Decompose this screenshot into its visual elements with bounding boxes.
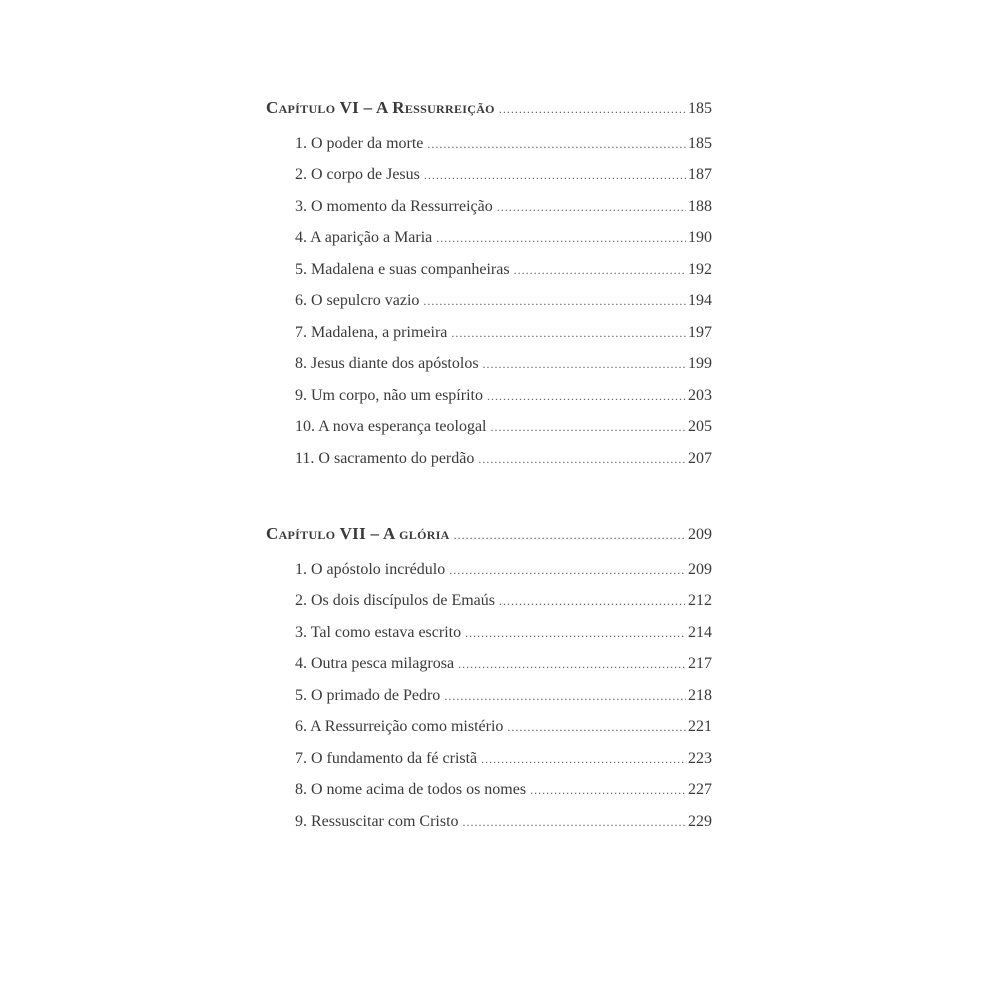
- entry-page-number: 207: [688, 449, 712, 467]
- entry-title: 4. A aparição a Maria: [295, 229, 433, 246]
- dot-leader: [497, 192, 686, 224]
- dot-leader: [451, 318, 686, 350]
- chapter-title: Capítulo VII – A glória: [266, 524, 450, 543]
- entry-page-number: 197: [688, 323, 712, 341]
- entry-page-number: 199: [688, 355, 712, 372]
- entry-page-number: 192: [688, 260, 712, 278]
- entry-page-number: 190: [688, 229, 712, 246]
- toc-entry[interactable]: [266, 348, 712, 380]
- dot-leader: [463, 807, 686, 839]
- entry-title: 11. O sacramento do perdão: [295, 449, 475, 467]
- toc-entry[interactable]: [266, 617, 712, 649]
- entry-title: 1. O apóstolo incrédulo: [295, 560, 446, 578]
- entry-page-number: 188: [688, 197, 712, 215]
- entry-title: 5. Madalena e suas companheiras: [295, 260, 510, 278]
- entry-page-number: 205: [688, 418, 712, 435]
- dot-leader: [436, 223, 686, 255]
- entry-page-number: 218: [688, 686, 712, 704]
- toc-entry[interactable]: [266, 191, 712, 223]
- dot-leader: [458, 649, 686, 681]
- dot-leader: [507, 712, 686, 744]
- dot-leader: [424, 160, 686, 192]
- entry-title: 2. O corpo de Jesus: [295, 166, 420, 183]
- table-of-contents: [266, 92, 712, 837]
- toc-entry[interactable]: [266, 254, 712, 286]
- entry-page-number: 217: [688, 655, 712, 672]
- entry-title: 3. Tal como estava escrito: [295, 623, 462, 641]
- toc-entry[interactable]: [266, 774, 712, 806]
- dot-leader: [444, 681, 686, 713]
- dot-leader: [465, 618, 686, 650]
- toc-entry[interactable]: [266, 711, 712, 743]
- toc-entry[interactable]: [266, 554, 712, 586]
- dot-leader: [483, 349, 686, 381]
- toc-entry[interactable]: [266, 585, 712, 617]
- dot-leader: [423, 286, 686, 318]
- entry-page-number: 227: [688, 781, 712, 798]
- entry-title: 8. O nome acima de todos os nomes: [295, 781, 527, 798]
- toc-entry[interactable]: [266, 680, 712, 712]
- toc-entry[interactable]: [266, 285, 712, 317]
- entry-title: 6. A Ressurreição como mistério: [295, 718, 504, 735]
- dot-leader: [454, 520, 686, 552]
- toc-entry[interactable]: [266, 648, 712, 680]
- dot-leader: [499, 94, 686, 126]
- toc-entry[interactable]: [266, 128, 712, 160]
- toc-entry[interactable]: [266, 317, 712, 349]
- dot-leader: [499, 586, 686, 618]
- chapter-page-number: 209: [688, 526, 712, 543]
- dot-leader: [514, 255, 686, 287]
- dot-leader: [491, 412, 687, 444]
- entry-page-number: 194: [688, 292, 712, 309]
- toc-entry[interactable]: [266, 806, 712, 838]
- chapter-heading[interactable]: [266, 92, 712, 124]
- entry-title: 10. A nova esperança teologal: [295, 418, 487, 435]
- entry-title: 1. O poder da morte: [295, 134, 424, 152]
- entry-title: 5. O primado de Pedro: [295, 686, 441, 704]
- toc-entry[interactable]: [266, 159, 712, 191]
- entry-title: 6. O sepulcro vazio: [295, 292, 420, 309]
- entry-page-number: 214: [688, 623, 712, 641]
- dot-leader: [449, 555, 686, 587]
- entry-page-number: 209: [688, 560, 712, 578]
- entry-title: 2. Os dois discípulos de Emaús: [295, 592, 495, 609]
- toc-entry[interactable]: [266, 411, 712, 443]
- chapter-page-number: 185: [688, 100, 712, 117]
- dot-leader: [481, 744, 686, 776]
- toc-entry[interactable]: [266, 380, 712, 412]
- dot-leader: [487, 381, 686, 413]
- chapter-section: [266, 518, 712, 837]
- entry-page-number: 223: [688, 749, 712, 767]
- entry-page-number: 212: [688, 592, 712, 609]
- entry-title: 8. Jesus diante dos apóstolos: [295, 355, 479, 372]
- chapter-title: Capítulo VI – A Ressurreição: [266, 98, 495, 117]
- entry-page-number: 185: [688, 134, 712, 152]
- toc-entry[interactable]: [266, 443, 712, 475]
- dot-leader: [427, 129, 686, 161]
- entry-title: 7. O fundamento da fé cristã: [295, 749, 478, 767]
- toc-entry[interactable]: [266, 743, 712, 775]
- entry-page-number: 221: [688, 718, 712, 735]
- entry-title: 9. Ressuscitar com Cristo: [295, 812, 459, 830]
- entry-title: 3. O momento da Ressurreição: [295, 197, 493, 215]
- chapter-section: [266, 92, 712, 474]
- entry-title: 7. Madalena, a primeira: [295, 323, 448, 341]
- chapter-heading[interactable]: [266, 518, 712, 550]
- entry-page-number: 229: [688, 812, 712, 830]
- toc-entry[interactable]: [266, 222, 712, 254]
- dot-leader: [530, 775, 686, 807]
- entry-page-number: 203: [688, 386, 712, 404]
- entry-page-number: 187: [688, 166, 712, 183]
- entry-title: 9. Um corpo, não um espírito: [295, 386, 483, 404]
- dot-leader: [478, 444, 686, 476]
- entry-title: 4. Outra pesca milagrosa: [295, 655, 455, 672]
